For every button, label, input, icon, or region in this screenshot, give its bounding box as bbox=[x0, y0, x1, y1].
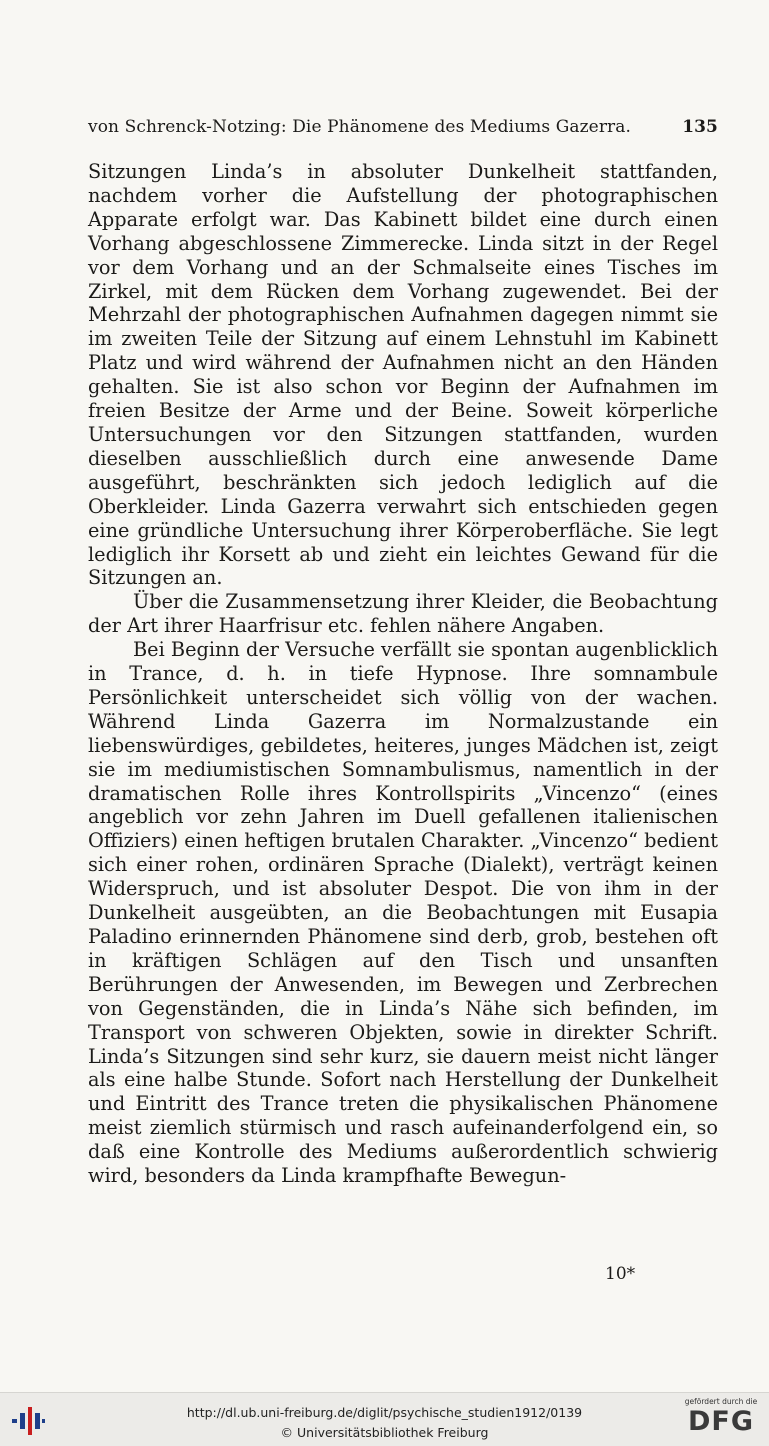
copyright-notice: © Universitätsbibliothek Freiburg bbox=[280, 1425, 489, 1440]
paragraph: Über die Zusammensetzung ihrer Kleider, die Beobachtung der Art ihrer Haarfrisur etc. fehlen nähere Angaben. bbox=[88, 590, 718, 638]
dfg-caption: gefördert durch die bbox=[684, 1397, 758, 1406]
signature-mark: 10* bbox=[605, 1264, 636, 1284]
permalink-url[interactable]: http://dl.ub.uni-freiburg.de/diglit/psychische_studien1912/0139 bbox=[186, 1405, 583, 1420]
body-text bbox=[88, 160, 718, 1188]
running-header bbox=[88, 117, 718, 137]
footer-bar bbox=[0, 1392, 769, 1446]
running-title: von Schrenck-Notzing: Die Phänomene des Mediums Gazerra. bbox=[88, 117, 632, 137]
dfg-wordmark: DFG bbox=[687, 1406, 755, 1437]
paragraph: Bei Beginn der Versuche verfällt sie spontan augenblicklich in Trance, d. h. in tiefe Hypnose. Ihre somnambule Persönlichkeit unterscheidet sich völlig von der wachen. Während Linda Gazerra im Normalzustande ein liebenswürdiges, gebildetes, heiteres, junges Mädchen ist, zeigt sie im mediumistischen Somnambulismus, namentlich in der dramatischen Rolle ihres Kontrollspirits „Vincenzo“ (eines angeblich vor zehn Jahren im Duell gefallenen italienischen Offiziers) einen heftigen brutalen Charakter. „Vincenzo“ bedient sich einer rohen, ordinären Sprache (Dialekt), verträgt keinen Widerspruch, und ist absoluter Despot. Die von ihm in der Dunkelheit ausgeübten, an die Beobachtungen mit Eusapia Paladino erinnernden Phänomene sind derb, grob, bestehen oft in kräftigen Schlägen auf den Tisch und unsanften Berührungen der Anwesenden, im Bewegen und Zerbrechen von Gegenständen, die in Linda’s Nähe sich befinden, im Transport von schweren Objekten, sowie in direkter Schrift. Linda’s Sitzungen sind sehr kurz, sie dauern meist nicht länger als eine halbe Stunde. Sofort nach Herstellung der Dunkelheit und Eintritt des Trance treten die physikalischen Phänomene meist ziemlich stürmisch und rasch aufeinanderfolgend ein, so daß eine Kontrolle des Mediums außerordentlich schwierig wird, besonders da Linda krampfhafte Bewegun- bbox=[88, 638, 718, 1188]
paragraph-continuation: Sitzungen Linda’s in absoluter Dunkelheit stattfanden, nachdem vorher die Aufstellung der photographischen Apparate erfolgt war. Das Kabinett bildet eine durch einen Vorhang abgeschlossene Zimmerecke. Linda sitzt in der Regel vor dem Vorhang und an der Schmalseite eines Tisches im Zirkel, mit dem Rücken dem Vorhang zugewendet. Bei der Mehrzahl der photographischen Aufnahmen dagegen nimmt sie im zweiten Teile der Sitzung auf einem Lehnstuhl im Kabinett Platz und wird während der Aufnahmen nicht an den Händen gehalten. Sie ist also schon vor Beginn der Aufnahmen im freien Besitze der Arme und der Beine. Soweit körperliche Untersuchungen vor den Sitzungen stattfanden, wurden dieselben ausschließlich durch eine anwesende Dame ausgeführt, beschränkten sich jedoch lediglich auf die Oberkleider. Linda Gazerra verwahrt sich entschieden gegen eine gründliche Untersuchung ihrer Körperoberfläche. Sie legt lediglich ihr Korsett ab und zieht ein leichtes Gewand für die Sitzungen an. bbox=[88, 160, 718, 590]
page-number: 135 bbox=[682, 117, 718, 137]
dfg-logo bbox=[681, 1397, 761, 1443]
